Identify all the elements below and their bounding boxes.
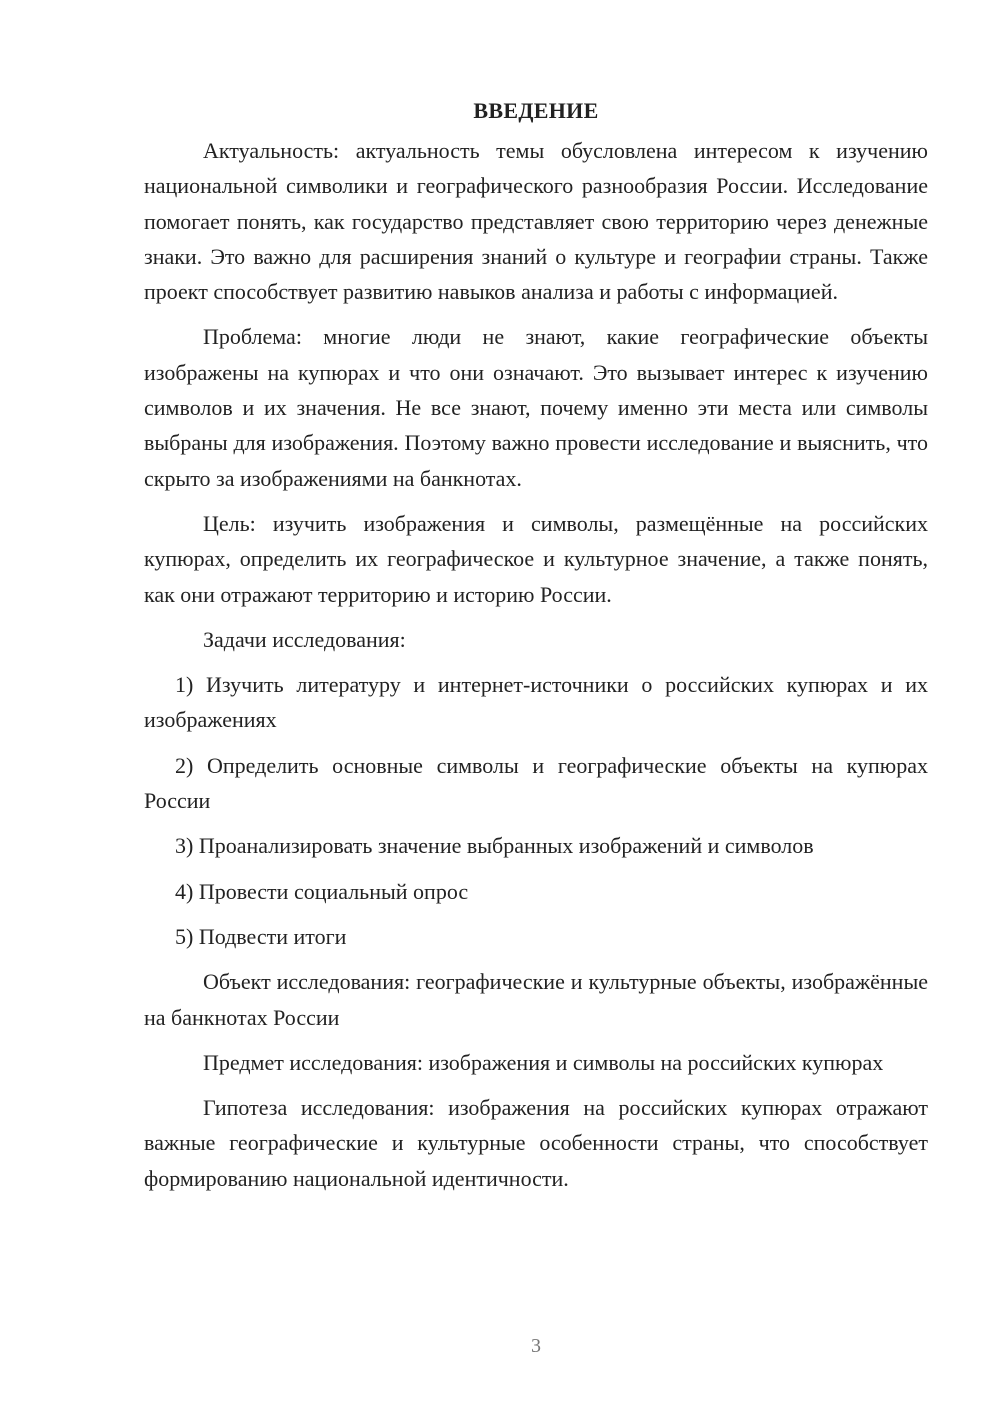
relevance-paragraph: Актуальность: актуальность темы обусловлена интересом к изучению национальной символики и географического разнообразия России. Исследование помогает понять, как государство представляет свою территорию через денежные знаки. Это важно для расширения знаний о культуре и географии страны. Также проект способствует развитию навыков анализа и работы с информацией.	[144, 138, 928, 305]
list-item: 2) Определить основные символы и географические объекты на купюрах России	[144, 752, 928, 814]
section-title: ВВЕДЕНИЕ	[473, 98, 599, 123]
list-item: 4) Провести социальный опрос	[175, 878, 469, 904]
subject-paragraph: Предмет исследования: изображения и символы на российских купюрах	[203, 1049, 884, 1075]
hypothesis-paragraph: Гипотеза исследования: изображения на российских купюрах отражают важные географические и культурные особенности страны, что способствует формированию национальной идентичности.	[144, 1095, 928, 1191]
list-item: 1) Изучить литературу и интернет-источники о российских купюрах и их изображениях	[144, 672, 928, 733]
list-item: 5) Подвести итоги	[175, 923, 347, 949]
page-number: 3	[531, 1335, 541, 1357]
object-paragraph: Объект исследования: географические и культурные объекты, изображённые на банкнотах России	[144, 969, 928, 1030]
goal-paragraph: Цель: изучить изображения и символы, размещённые на российских купюрах, определить их географическое и культурное значение, а также понять, как они отражают территорию и историю России.	[144, 510, 928, 607]
tasks-heading: Задачи исследования:	[203, 626, 406, 652]
tasks-list	[144, 667, 928, 954]
list-item: 3) Проанализировать значение выбранных изображений и символов	[175, 833, 814, 859]
problem-paragraph: Проблема: многие люди не знают, какие географические объекты изображены на купюрах и что они означают. Это вызывает интерес к изучению символов и их значения. Не все знают, почему именно эти места или символы выбраны для изображения. Поэтому важно провести исследование и выяснить, что скрыто за изображениями на банкнотах.	[144, 324, 928, 491]
document-page	[144, 96, 928, 1206]
